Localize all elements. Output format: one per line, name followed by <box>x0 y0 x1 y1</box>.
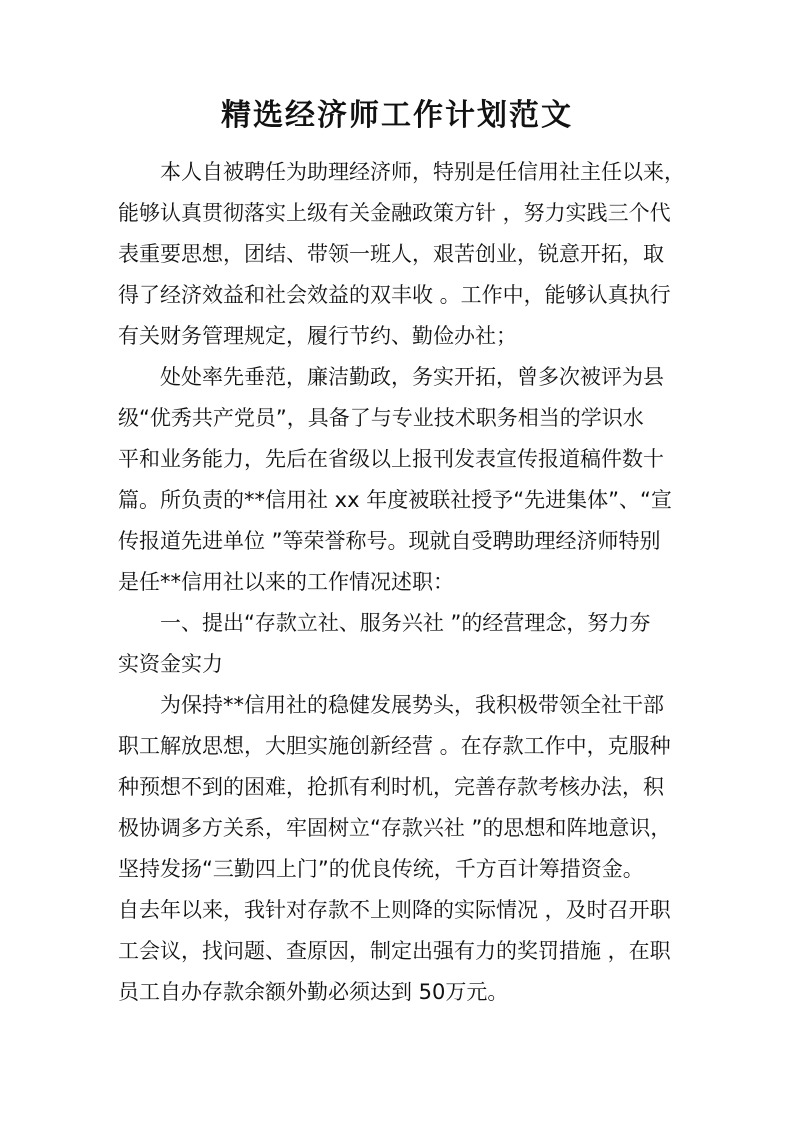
text-line: 平和业务能力，先后在省级以上报刊发表宣传报道稿件数十 <box>118 447 664 471</box>
text-line: 职工解放思想，大胆实施创新经营 。在存款工作中，克服种 <box>118 734 671 758</box>
text-line: 本人自被聘任为助理经济师，特别是任信用社主任以来， <box>160 160 685 184</box>
document-body <box>118 152 698 1013</box>
text-line: 实资金实力 <box>118 652 223 676</box>
text-line: 级“优秀共产党员”，具备了与专业技术职务相当的学识水 <box>118 406 644 430</box>
document-title: 精选经济师工作计划范文 <box>221 98 573 133</box>
text-line: 一、提出“存款立社、服务兴社 ”的经营理念，努力夯 <box>160 611 651 635</box>
text-line: 得了经济效益和社会效益的双丰收 。工作中，能够认真执行 <box>118 283 671 307</box>
text-line: 有关财务管理规定，履行节约、勤俭办社； <box>118 324 517 348</box>
text-line: 极协调多方关系，牢固树立“存款兴社 ”的思想和阵地意识， <box>118 816 672 840</box>
text-line: 传报道先进单位 ”等荣誉称号。现就自受聘助理经济师特别 <box>118 529 661 553</box>
text-line: 种预想不到的困难，抢抓有利时机，完善存款考核办法，积 <box>118 775 664 799</box>
text-line: 处处率先垂范，廉洁勤政，务实开拓，曾多次被评为县 <box>160 365 664 389</box>
text-line: 工会议，找问题、查原因，制定出强有力的奖罚措施 ，在职 <box>118 939 671 963</box>
text-line: 坚持发扬“三勤四上门”的优良传统，千方百计筹措资金。 <box>118 857 644 881</box>
text-line: 表重要思想，团结、带领一班人，艰苦创业，锐意开拓，取 <box>118 242 664 266</box>
text-line: 为保持**信用社的稳健发展势头，我积极带领全社干部 <box>160 693 664 717</box>
text-line: 篇。所负责的**信用社 xx 年度被联社授予“先进集体”、“宣 <box>118 488 672 512</box>
text-line: 自去年以来，我针对存款不上则降的实际情况 ，及时召开职 <box>118 898 671 922</box>
text-line: 是任**信用社以来的工作情况述职： <box>118 570 454 594</box>
text-line: 能够认真贯彻落实上级有关金融政策方针 ，努力实践三个代 <box>118 201 671 225</box>
text-line: 员工自办存款余额外勤必须达到 50万元。 <box>118 980 509 1004</box>
